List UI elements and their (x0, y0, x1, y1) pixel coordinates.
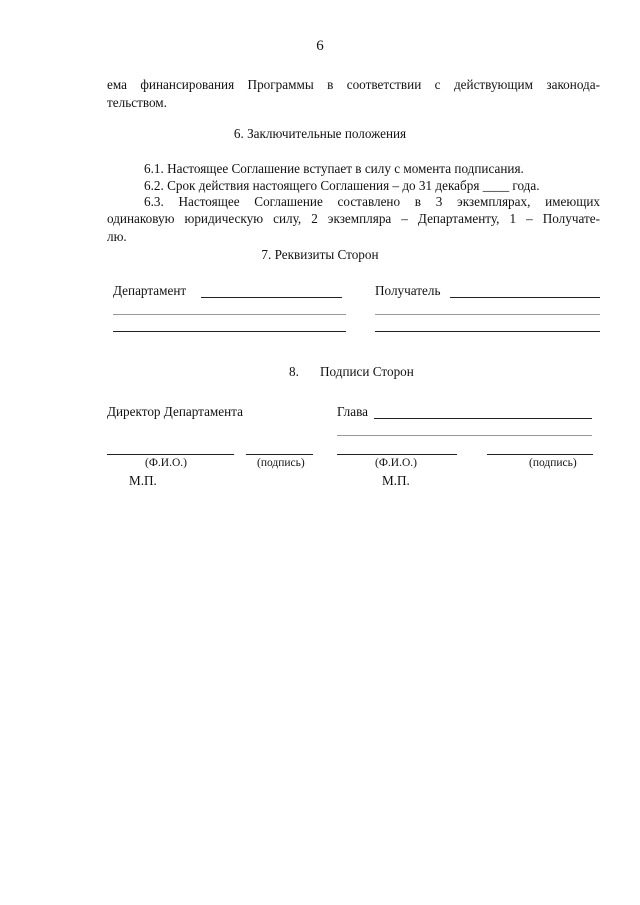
clause-6-3-line-2: одинаковую юридическую силу, 2 экземпляра – Департаменту, 1 – Получате- (107, 211, 600, 226)
section-8-number: 8. (289, 364, 299, 379)
recipient-details-line-3 (375, 331, 600, 332)
head-fio-line (337, 454, 457, 455)
clause-6-3-line-3: лю. (107, 229, 127, 244)
department-details-line-3 (113, 331, 346, 332)
page-number: 6 (316, 38, 324, 54)
recipient-label: Получатель (375, 283, 441, 298)
director-signature-caption: (подпись) (257, 457, 305, 469)
stamp-right: М.П. (382, 473, 410, 488)
head-name-line-2 (337, 435, 592, 436)
clause-6-2: 6.2. Срок действия настоящего Соглашения – до 31 декабря ____ года. (144, 178, 540, 193)
director-fio-caption: (Ф.И.О.) (145, 457, 187, 469)
department-details-line (201, 297, 342, 298)
director-signature-line (246, 454, 313, 455)
department-label: Департамент (113, 283, 187, 298)
head-signature-line (487, 454, 593, 455)
director-fio-line (107, 454, 234, 455)
intro-line-1: ема финансирования Программы в соответствии с действующим законода- (107, 77, 600, 92)
clause-6-3-line-1: 6.3. Настоящее Соглашение составлено в 3 экземплярах, имеющих (144, 194, 600, 209)
clause-6-1: 6.1. Настоящее Соглашение вступает в силу с момента подписания. (144, 161, 524, 176)
head-name-line (374, 418, 592, 419)
department-details-line-2 (113, 314, 346, 315)
head-title: Глава (337, 404, 368, 419)
recipient-details-line (450, 297, 600, 298)
recipient-details-line-2 (375, 314, 600, 315)
section-8-heading: Подписи Сторон (320, 364, 414, 379)
section-6-heading: 6. Заключительные положения (233, 126, 407, 141)
head-fio-caption: (Ф.И.О.) (375, 457, 417, 469)
intro-line-2: тельством. (107, 95, 167, 110)
section-7-heading: 7. Реквизиты Сторон (261, 247, 379, 262)
stamp-left: М.П. (129, 473, 157, 488)
director-title: Директор Департамента (107, 404, 243, 419)
head-signature-caption: (подпись) (529, 457, 577, 469)
